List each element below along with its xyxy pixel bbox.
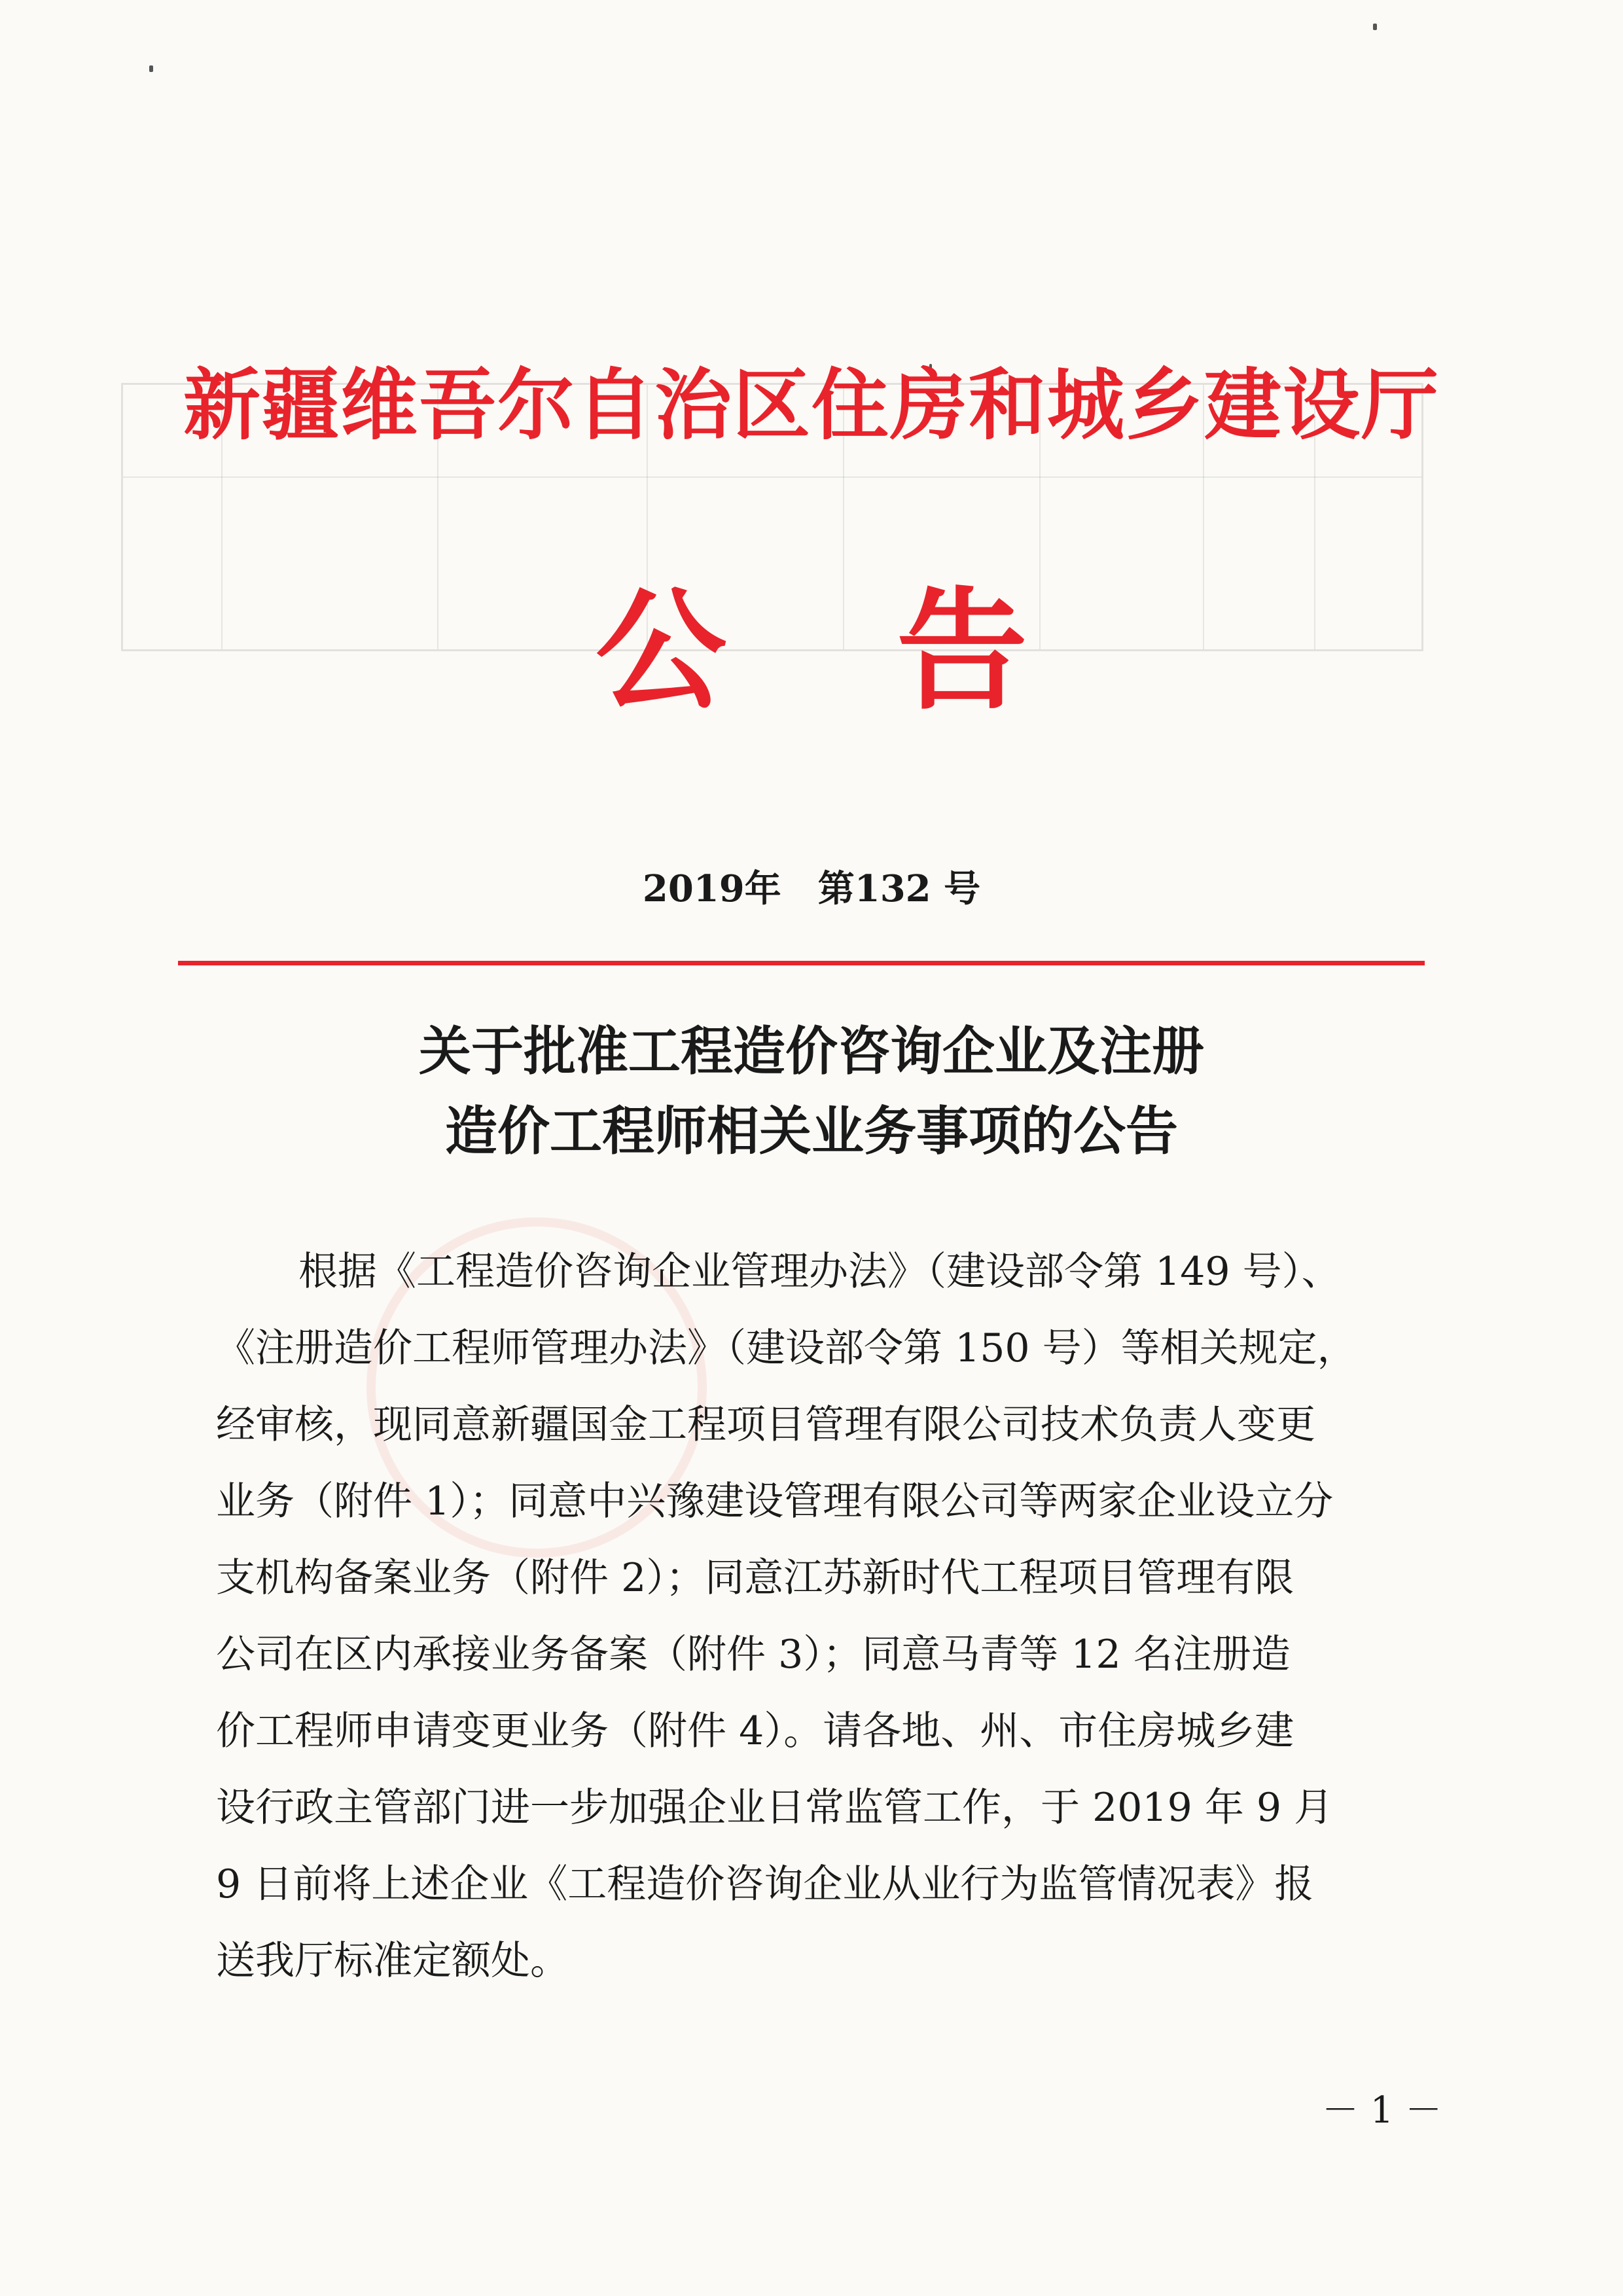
- title-line-2: 造价工程师相关业务事项的公告: [445, 1100, 1178, 1162]
- body-line: 9 日前将上述企业《工程造价咨询企业从业行为监管情况表》报: [216, 1861, 1314, 1907]
- body-line: 根据《工程造价咨询企业管理办法》（建设部令第 149 号）、: [298, 1249, 1341, 1295]
- body-line: 业务（附件 1）；同意中兴豫建设管理有限公司等两家企业设立分: [216, 1479, 1334, 1524]
- body-line: 价工程师申请变更业务（附件 4）。请各地、州、市住房城乡建: [216, 1708, 1294, 1754]
- body-line: 支机构备案业务（附件 2）；同意江苏新时代工程项目管理有限: [216, 1555, 1294, 1601]
- agency-letterhead: 新疆维吾尔自治区住房和城乡建设厅: [183, 360, 1440, 450]
- page-number: － 1 －: [1322, 2089, 1442, 2132]
- body-line: 设行政主管部门进一步加强企业日常监管工作，于 2019 年 9 月: [216, 1785, 1334, 1831]
- announcement-body: [216, 1234, 1400, 2000]
- document-number: 2019年 第132 号: [642, 867, 981, 910]
- scan-speck: [149, 65, 153, 72]
- document-type-heading: 公告: [595, 574, 1198, 728]
- body-line: 经审核，现同意新疆国金工程项目管理有限公司技术负责人变更: [216, 1402, 1315, 1448]
- red-divider-rule: [178, 961, 1425, 965]
- scan-speck: [1373, 24, 1377, 30]
- body-line: 送我厅标准定额处。: [216, 1938, 569, 1984]
- body-line: 《注册造价工程师管理办法》（建设部令第 150 号）等相关规定，: [216, 1325, 1357, 1371]
- title-line-1: 关于批准工程造价咨询企业及注册: [419, 1020, 1204, 1082]
- announcement-title: [0, 1011, 1623, 1171]
- body-line: 公司在区内承接业务备案（附件 3）；同意马青等 12 名注册造: [216, 1632, 1291, 1677]
